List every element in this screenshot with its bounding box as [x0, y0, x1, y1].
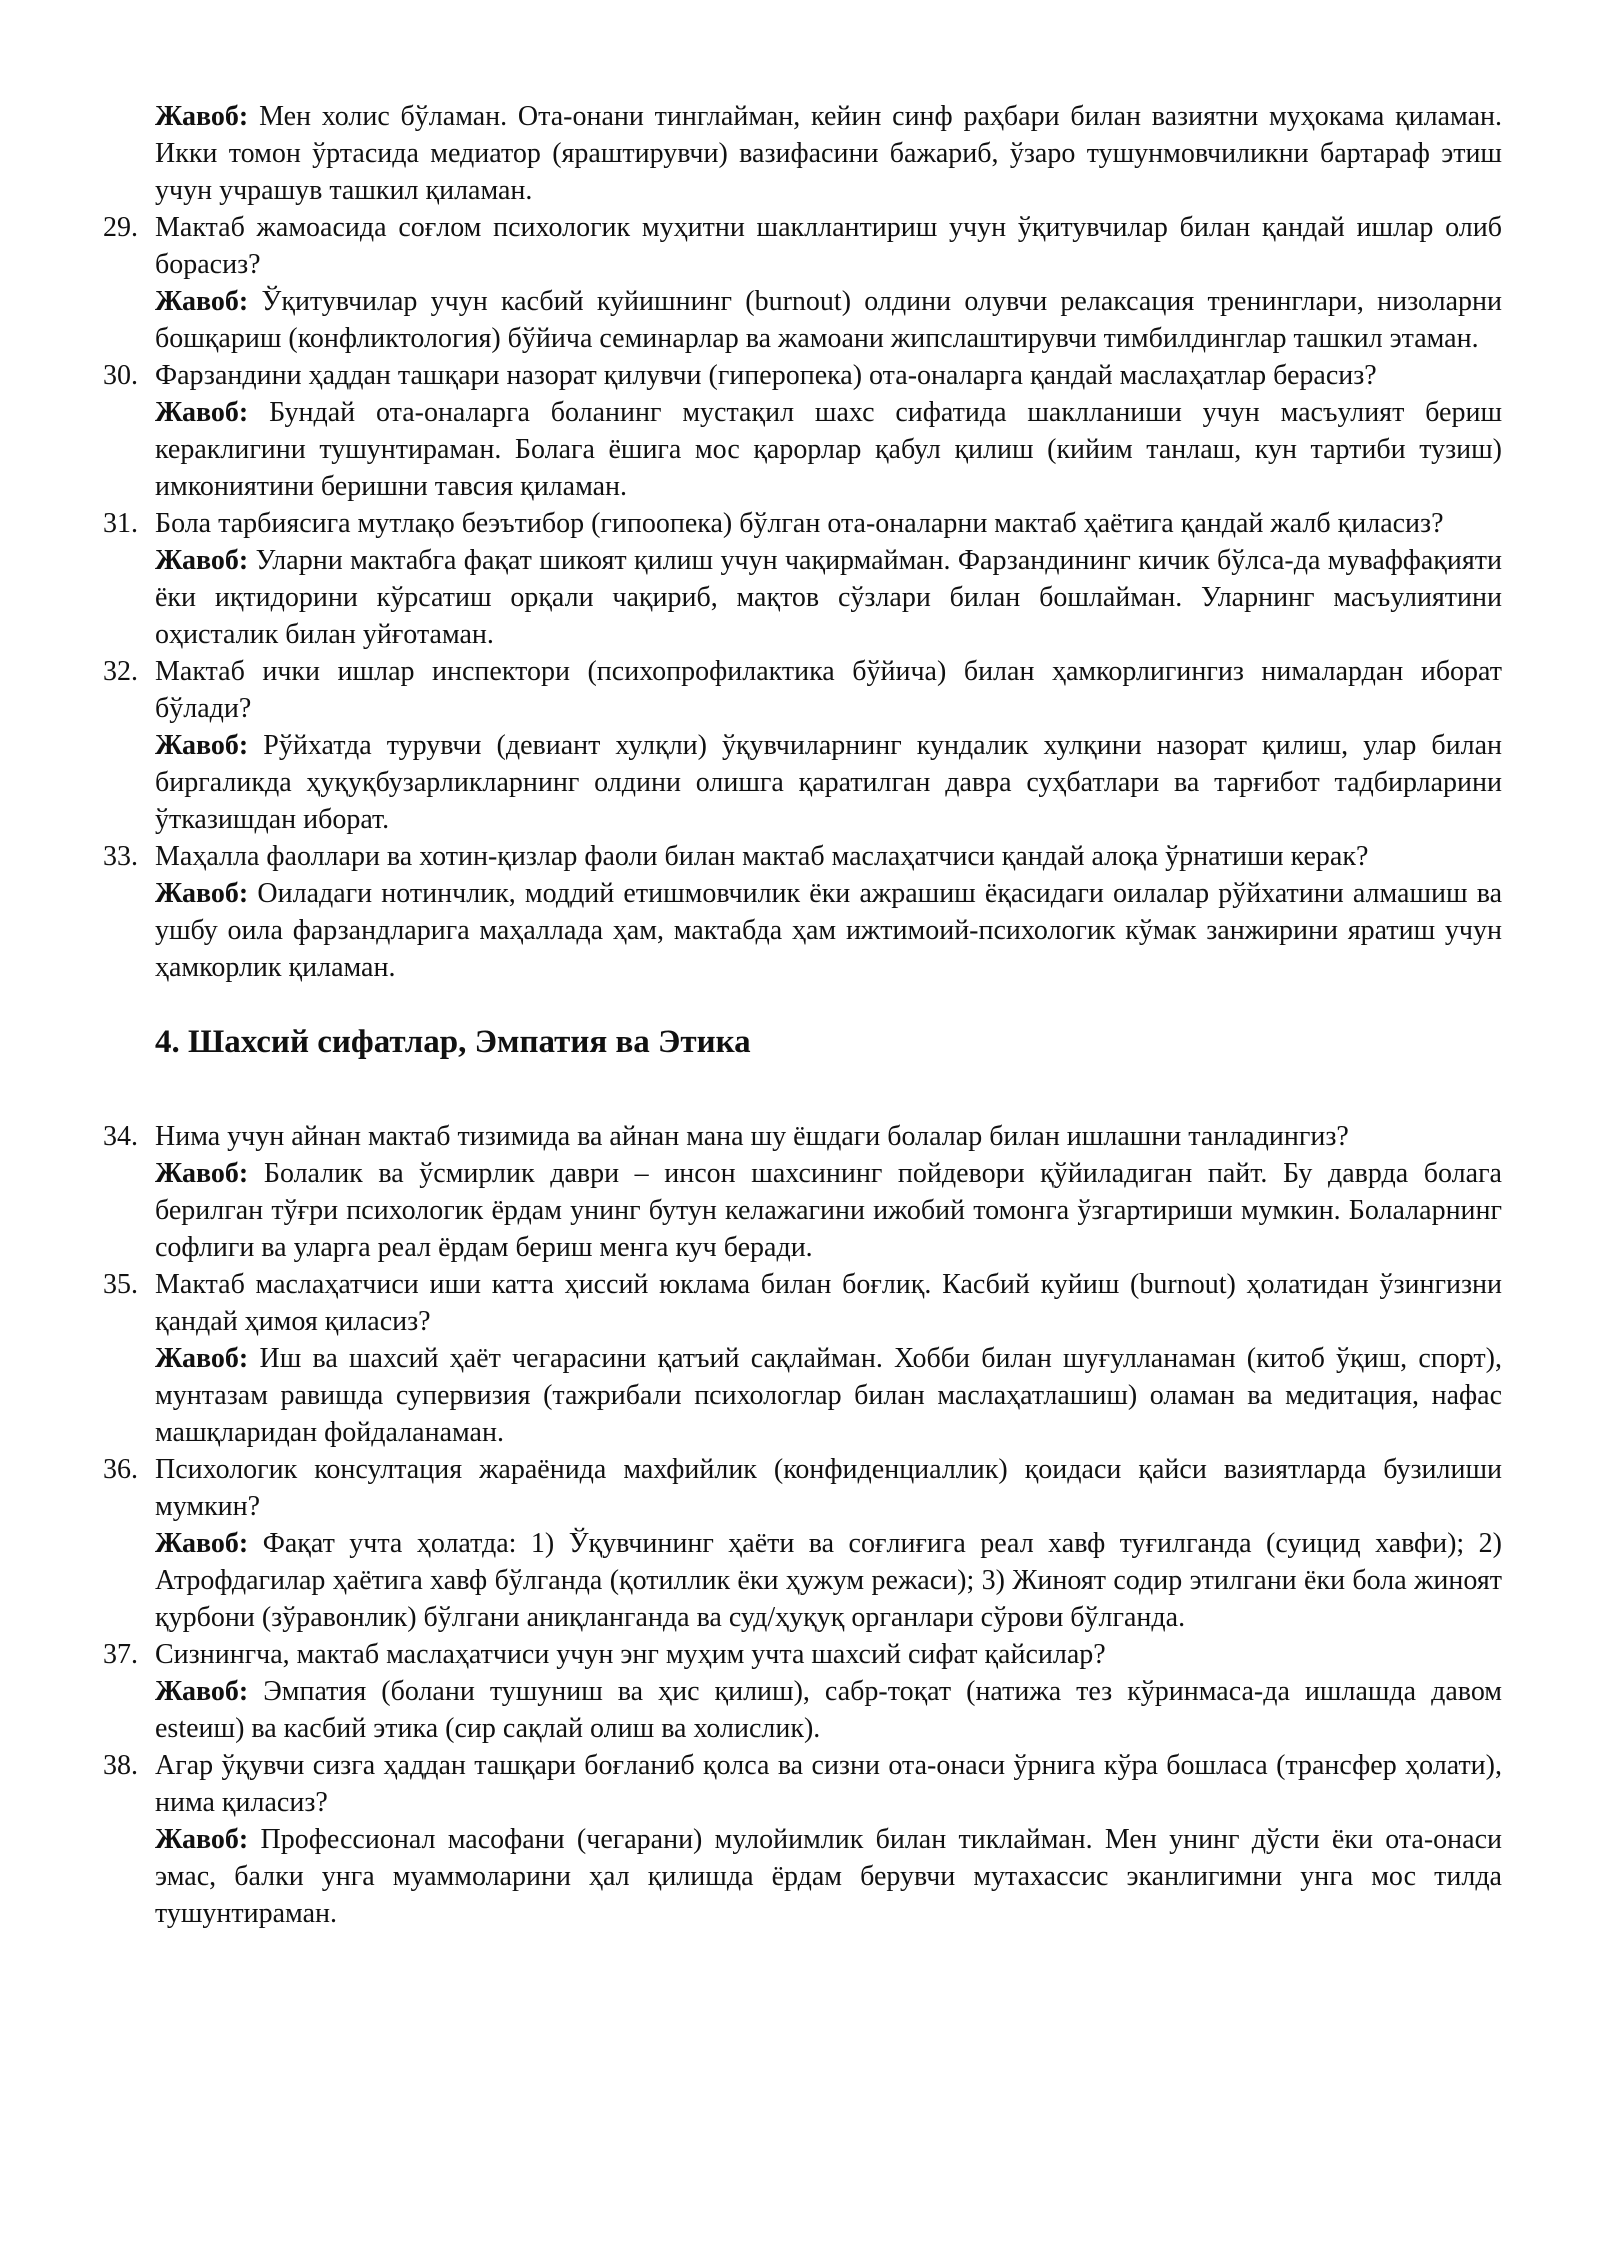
qa-item-30	[103, 357, 1503, 505]
answer-text: Рўйхатда турувчи (девиант хулқли) ўқувчиларнинг кундалик хулқини назорат қилиш, улар билан биргаликда ҳуқуқбузарликларнинг олдини олишга қаратилган давра суҳбатлари ва тарғибот тадбирларини ўтказишдан иборат.	[155, 730, 1502, 835]
answer-label: Жавоб:	[155, 1528, 249, 1559]
question-text: Агар ўқувчи сизга ҳаддан ташқари боғланиб қолса ва сизни ота-онаси ўрнига кўра бошласа (трансфер ҳолати), нима қиласиз?	[155, 1750, 1502, 1818]
qa-item-29	[103, 209, 1502, 357]
answer-block	[155, 283, 1502, 357]
qa-item-36	[103, 1451, 1503, 1636]
question-text: Сизнингча, мактаб маслаҳатчиси учун энг муҳим учта шахсий сифат қайсилар?	[155, 1639, 1106, 1670]
question-number: 32.	[103, 656, 138, 687]
question-text: Фарзандини ҳаддан ташқари назорат қилувчи (гиперопека) ота-оналарга қандай маслаҳатлар берасиз?	[155, 360, 1377, 391]
question-text: Психологик консултация жараёнида махфийлик (конфиденциаллик) қоидаси қайси вазиятларда бузилиши мумкин?	[155, 1454, 1502, 1522]
answer-text: Иш ва шахсий ҳаёт чегарасини қатъий сақлайман. Хобби билан шуғулланаман (китоб ўқиш, спорт), мунтазам равишда супервизия (тажрибали психологлар билан маслаҳатлашиш) оламан ва медитация, нафас машқларидан фойдаланаман.	[155, 1343, 1502, 1448]
question-number: 31.	[103, 508, 138, 539]
answer-block	[155, 1525, 1502, 1636]
answer-block	[155, 1821, 1502, 1932]
qa-item-35	[103, 1266, 1502, 1451]
answer-label: Жавоб:	[155, 730, 249, 761]
qa-item-34	[103, 1118, 1502, 1266]
question-text: Маҳалла фаоллари ва хотин-қизлар фаоли билан мактаб маслаҳатчиси қандай алоқа ўрнатиши керак?	[155, 841, 1369, 872]
answer-label: Жавоб:	[155, 1676, 249, 1707]
answer-label: Жавоб:	[155, 397, 249, 428]
answer-text: Бундай ота-оналарга боланинг мустақил шахс сифатида шаклланиши учун масъулият бериш кераклигини тушунтираман. Болага ёшига мос қарорлар қабул қилиш (кийим танлаш, кун тартиби тузиш) имкониятини беришни тавсия қиламан.	[155, 397, 1503, 502]
answer-text: Фақат учта ҳолатда: 1) Ўқувчининг ҳаёти ва соғлиғига реал хавф туғилганда (суицид хавфи); 2) Атрофдагилар ҳаётига хавф бўлганда (қотиллик ёки ҳужум режаси); 3) Жиноят содир этилгани ёки бола жиноят қурбони (зўравонлик) бўлгани аниқланганда ва суд/ҳуқуқ органлари сўрови бўлганда.	[155, 1528, 1503, 1633]
question-number: 36.	[103, 1454, 138, 1485]
answer-text: Профессионал масофани (чегарани) мулойимлик билан тиклайман. Мен унинг дўсти ёки ота-онаси эмас, балки унга муаммоларини ҳал қилишда ёрдам берувчи мутахассис эканлигимни унга мос тилда тушунтираман.	[155, 1824, 1502, 1929]
intro-answer	[155, 98, 1502, 209]
answer-block	[155, 542, 1502, 653]
question-text: Мактаб ички ишлар инспектори (психопрофилактика бўйича) билан ҳамкорлигингиз нималардан иборат бўлади?	[155, 656, 1502, 724]
answer-block	[155, 394, 1502, 505]
answer-label: Жавоб:	[155, 286, 249, 317]
qa-list-section4	[103, 1118, 1503, 1932]
qa-item-31	[103, 505, 1502, 653]
answer-text: Ўқитувчилар учун касбий куйишнинг (burnout) олдини олувчи релаксация тренинглари, низоларни бошқариш (конфликтология) бўйича семинарлар ва жамоани жипслаштирувчи тимбилдинглар ташкил этаман.	[155, 286, 1502, 354]
question-text: Мактаб жамоасида соғлом психологик муҳитни шакллантириш учун ўқитувчилар билан қандай ишлар олиб борасиз?	[155, 212, 1502, 280]
answer-label: Жавоб:	[155, 1824, 249, 1855]
answer-label: Жавоб:	[155, 1343, 249, 1374]
answer-label: Жавоб:	[155, 545, 249, 576]
qa-item-33	[103, 838, 1503, 986]
question-number: 33.	[103, 841, 138, 872]
answer-block	[155, 1673, 1502, 1747]
answer-block	[155, 1340, 1502, 1451]
question-text: Нима учун айнан мактаб тизимида ва айнан мана шу ёшдаги болалар билан ишлашни танладингиз?	[155, 1121, 1349, 1152]
question-number: 29.	[103, 212, 138, 243]
question-number: 37.	[103, 1639, 138, 1670]
qa-item-37	[103, 1636, 1503, 1747]
question-number: 35.	[103, 1269, 138, 1300]
question-text: Мактаб маслаҳатчиси иши катта ҳиссий юклама билан боғлиқ. Касбий куйиш (burnout) ҳолатидан ўзингизни қандай ҳимоя қиласиз?	[155, 1269, 1502, 1337]
answer-block	[155, 875, 1502, 986]
answer-block	[155, 1155, 1502, 1266]
answer-text: Уларни мактабга фақат шикоят қилиш учун чақирмайман. Фарзандининг кичик бўлса-да муваффақияти ёки иқтидорини кўрсатиш орқали чақириб, мақтов сўзлари билан бошлайман. Уларнинг масъулиятини оҳисталик билан уйғотаман.	[155, 545, 1502, 650]
question-number: 38.	[103, 1750, 138, 1781]
answer-label: Жавоб:	[155, 101, 249, 132]
answer-text: Эмпатия (болани тушуниш ва ҳис қилиш), сабр-тоқат (натижа тез кўринмаса-да ишлашда давом esteиш) ва касбий этика (сир сақлай олиш ва холислик).	[155, 1676, 1503, 1744]
qa-list-section3	[103, 209, 1503, 986]
qa-item-38	[103, 1747, 1502, 1932]
qa-item-32	[103, 653, 1502, 838]
answer-text: Болалик ва ўсмирлик даври – инсон шахсининг пойдевори қўйиладиган пайт. Бу даврда болага берилган тўғри психологик ёрдам унинг бутун келажагини ижобий томонга ўзгартириши мумкин. Болаларнинг софлиги ва уларга реал ёрдам бериш менга куч беради.	[155, 1158, 1502, 1263]
question-number: 34.	[103, 1121, 138, 1152]
question-text: Бола тарбиясига мутлақо беэътибор (гипоопека) бўлган ота-оналарни мактаб ҳаётига қандай жалб қиласиз?	[155, 508, 1444, 539]
section-heading: 4. Шахсий сифатлар, Эмпатия ва Этика	[155, 1024, 751, 1060]
page-content	[103, 98, 1503, 1932]
question-number: 30.	[103, 360, 138, 391]
answer-text: Оиладаги нотинчлик, моддий етишмовчилик ёки ажрашиш ёқасидаги оилалар рўйхатини алмашиш ва ушбу оила фарзандларига маҳаллада ҳам, мактабда ҳам ижтимоий-психологик кўмак занжирини яратиш учун ҳамкорлик қиламан.	[155, 878, 1503, 983]
answer-block	[155, 727, 1502, 838]
answer-label: Жавоб:	[155, 1158, 249, 1189]
answer-label: Жавоб:	[155, 878, 249, 909]
answer-text: Мен холис бўламан. Ота-онани тинглайман, кейин синф раҳбари билан вазиятни муҳокама қиламан. Икки томон ўртасида медиатор (яраштирувчи) вазифасини бажариб, ўзаро тушунмовчиликни бартараф этиш учун учрашув ташкил қиламан.	[155, 101, 1502, 206]
